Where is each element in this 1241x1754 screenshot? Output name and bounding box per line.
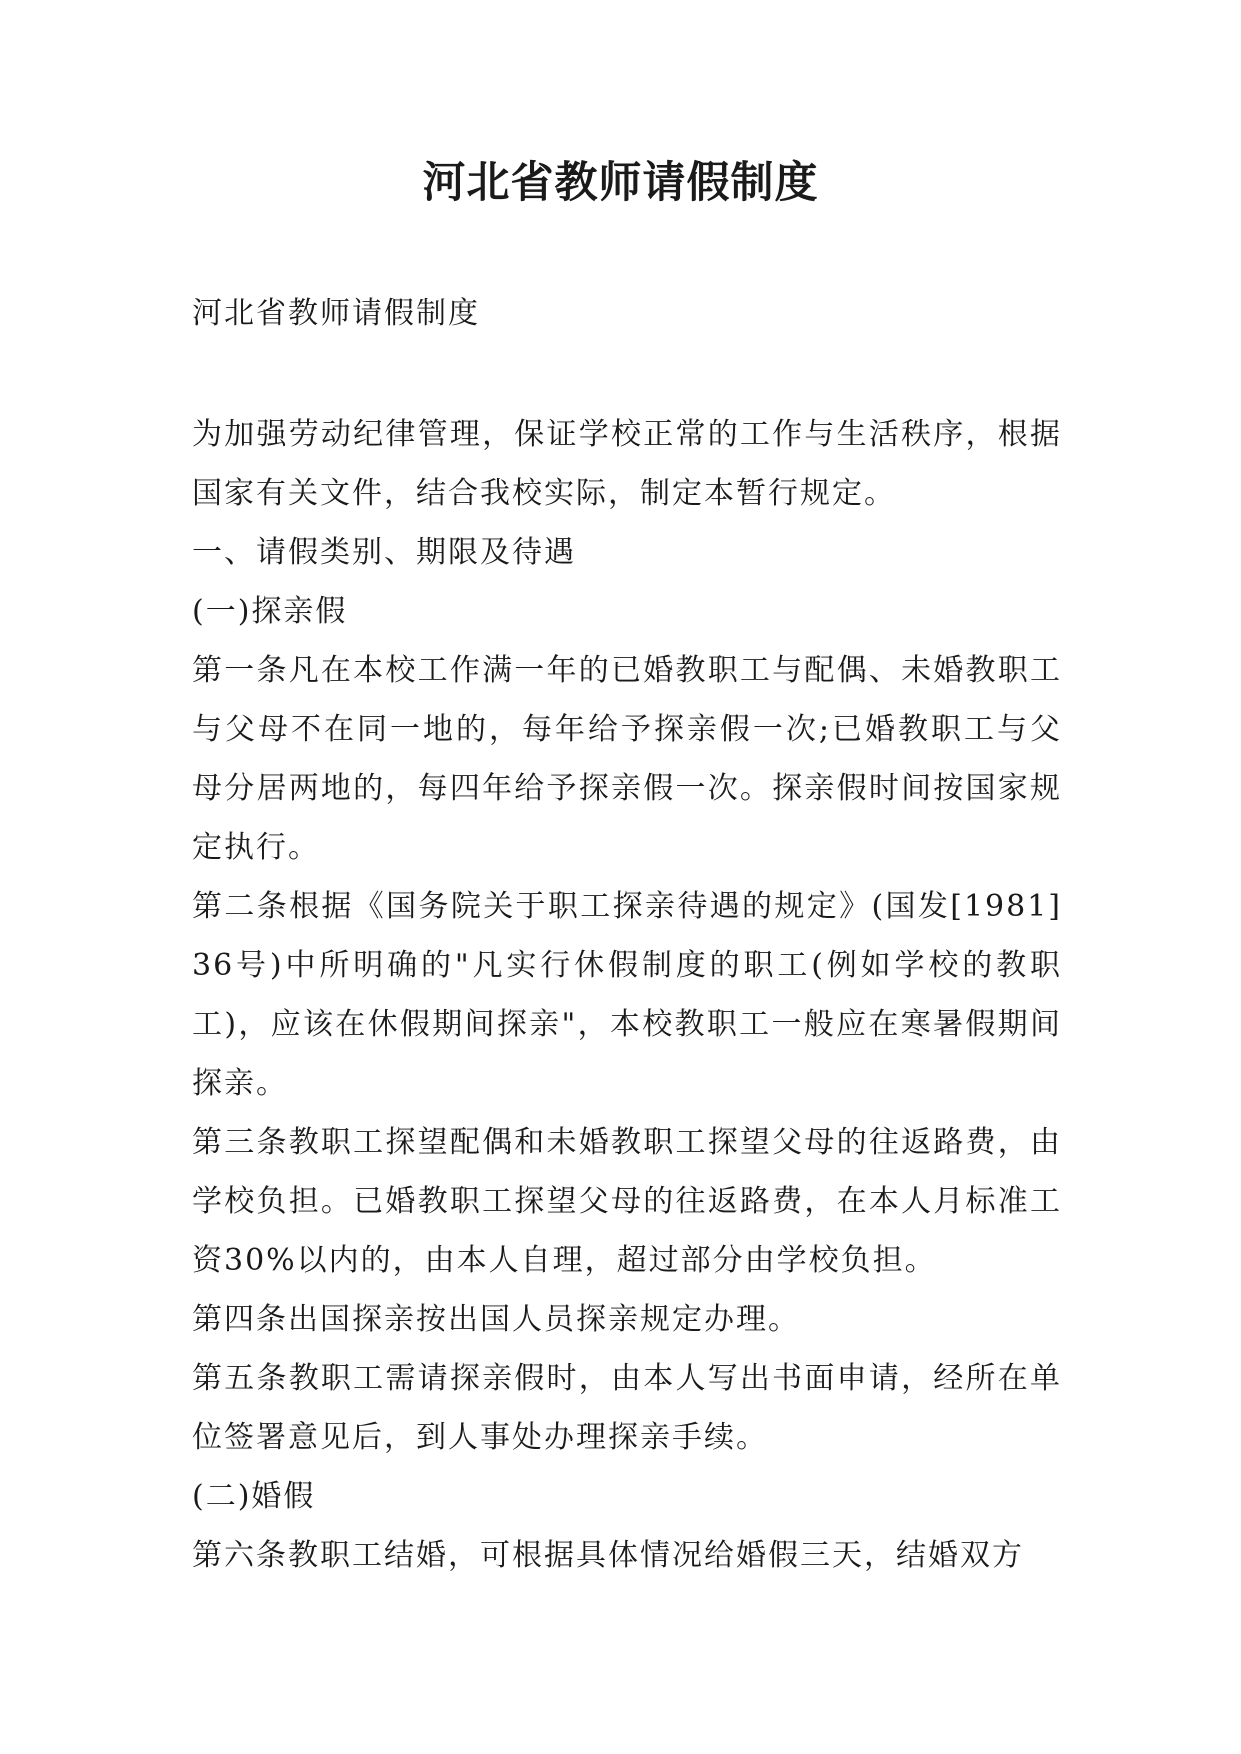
document-body [192,405,1062,1585]
document-title: 河北省教师请假制度 [422,158,819,208]
article-1: 第一条凡在本校工作满一年的已婚教职工与配偶、未婚教职工与父母不在同一地的，每年给予探亲假一次;已婚教职工与父母分居两地的，每四年给予探亲假一次。探亲假时间按国家规定执行。 [192,653,1062,865]
article-5: 第五条教职工需请探亲假时，由本人写出书面申请，经所在单位签署意见后，到人事处办理探亲手续。 [192,1361,1062,1455]
article-4: 第四条出国探亲按出国人员探亲规定办理。 [192,1302,800,1337]
section-heading-leave-types: 一、请假类别、期限及待遇 [192,535,576,570]
article-3: 第三条教职工探望配偶和未婚教职工探望父母的往返路费，由学校负担。已婚教职工探望父母的往返路费，在本人月标准工资30%以内的，由本人自理，超过部分由学校负担。 [192,1125,1062,1278]
subsection-heading-family-visit: (一)探亲假 [192,594,348,629]
paragraph-intro: 为加强劳动纪律管理，保证学校正常的工作与生活秩序，根据国家有关文件，结合我校实际，制定本暂行规定。 [192,417,1062,511]
subsection-heading-marriage-leave: (二)婚假 [192,1479,316,1514]
document-subtitle: 河北省教师请假制度 [192,296,480,331]
article-6: 第六条教职工结婚，可根据具体情况给婚假三天，结婚双方 [192,1538,1024,1573]
article-2: 第二条根据《国务院关于职工探亲待遇的规定》(国发[1981]36号)中所明确的"凡实行休假制度的职工(例如学校的教职工)，应该在休假期间探亲"，本校教职工一般应在寒暑假期间探亲。 [192,889,1062,1101]
